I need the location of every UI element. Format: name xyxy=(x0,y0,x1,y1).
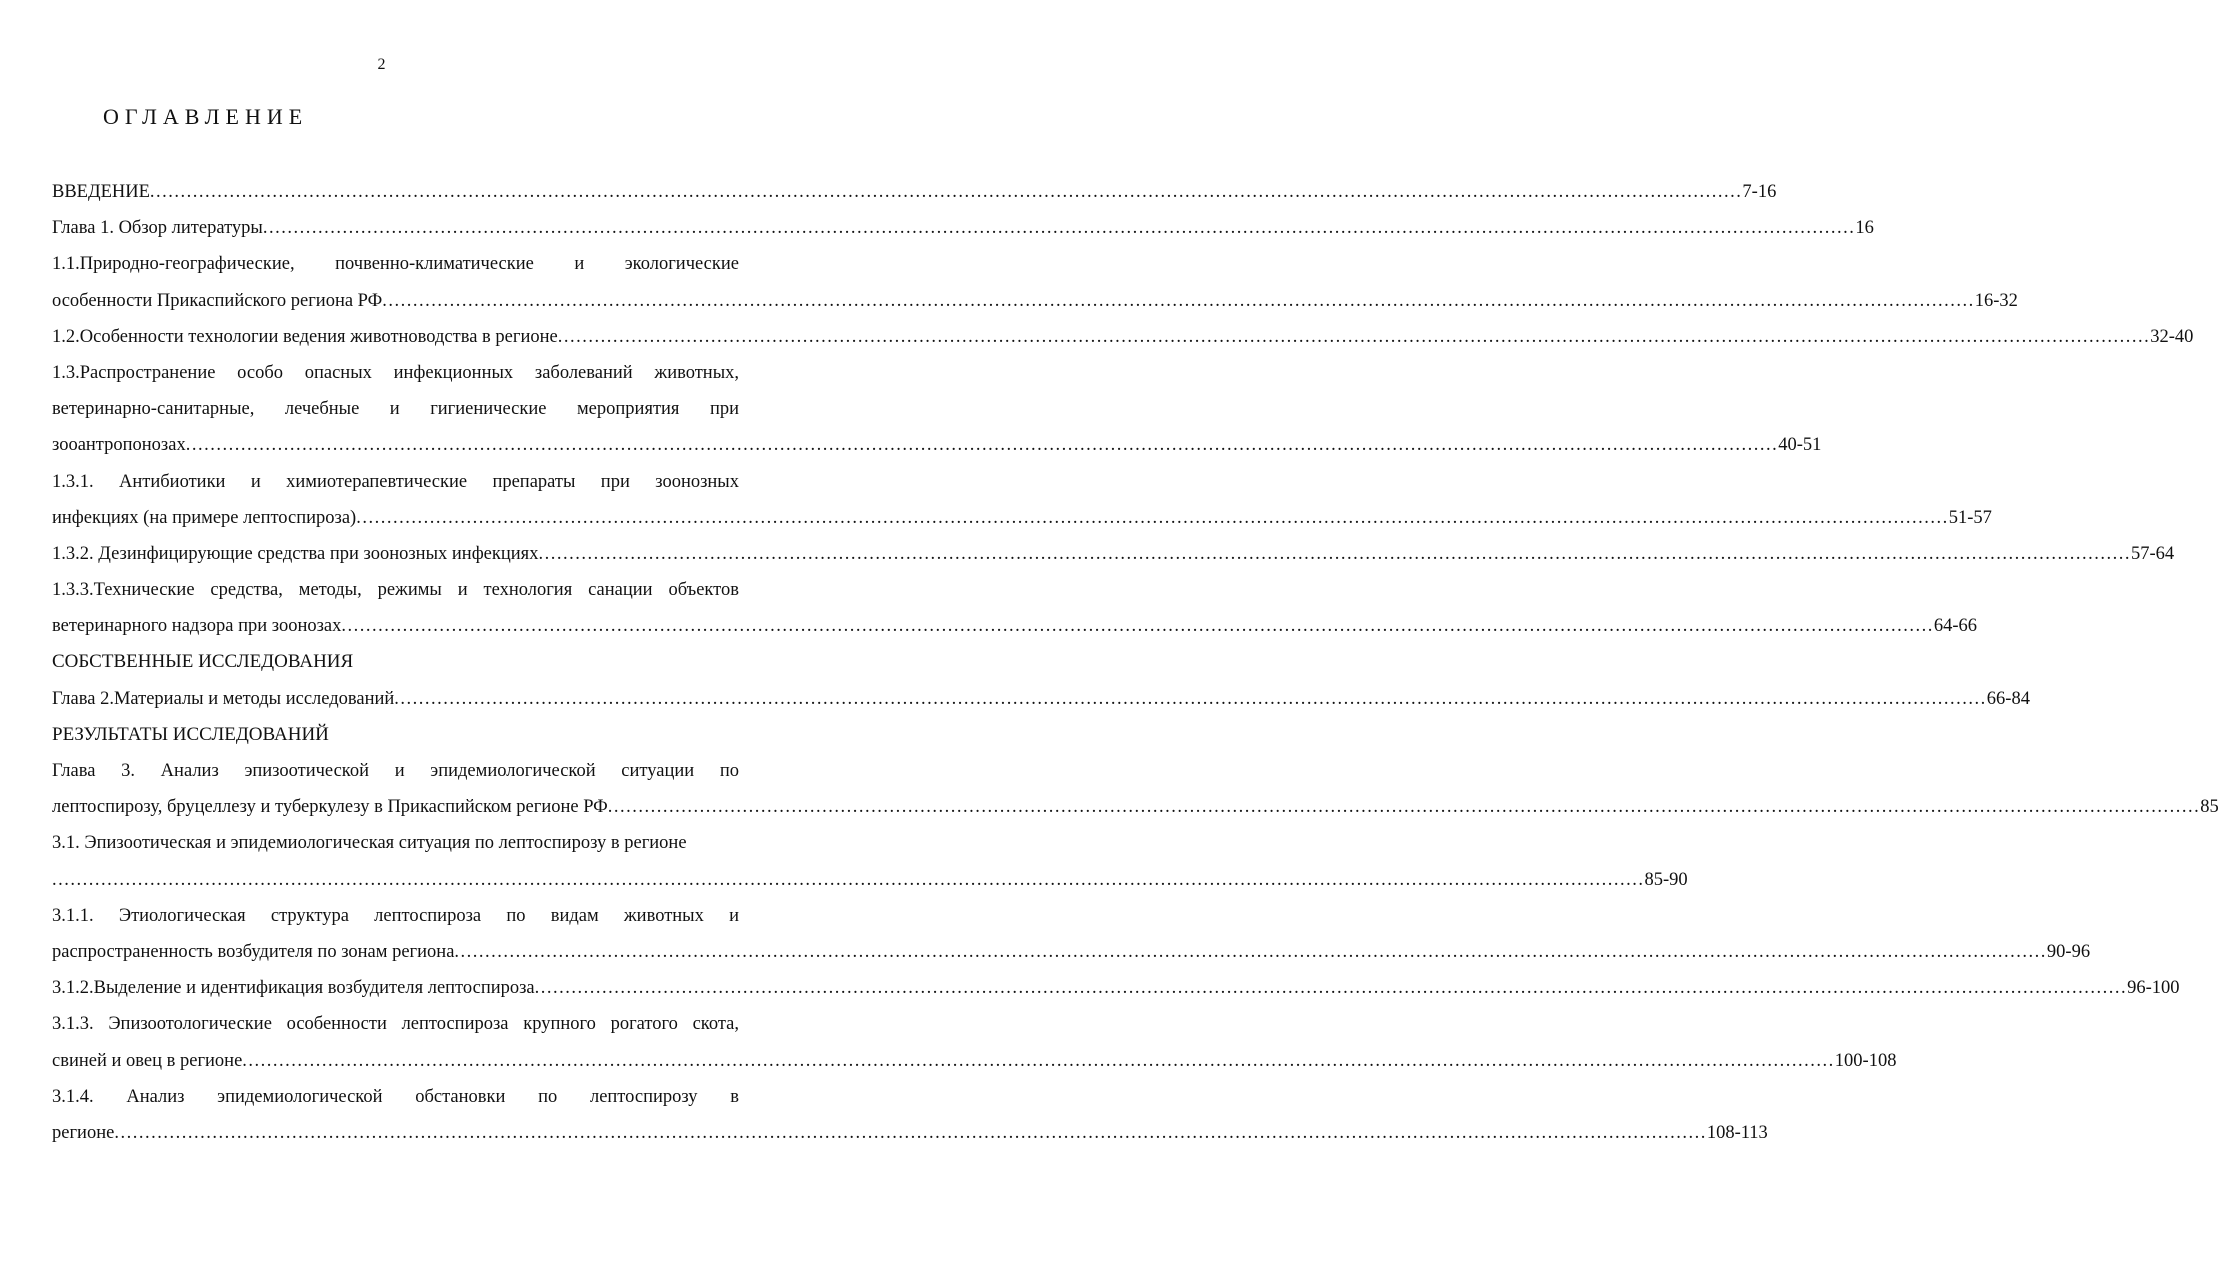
toc-entry xyxy=(52,608,1978,644)
dot-leader: .................................................................................................................................................................................................................................................................... xyxy=(607,797,2201,818)
toc-entry xyxy=(52,210,1874,246)
toc-entry xyxy=(52,283,2018,319)
toc-page-ref: 100-108 xyxy=(1834,1050,1897,1071)
toc-entry xyxy=(52,862,1688,898)
toc-entry xyxy=(52,681,2030,717)
toc-entry xyxy=(52,174,1777,210)
dot-leader: .................................................................................................................................................................................................................................................................... xyxy=(382,290,1975,311)
dot-leader: .................................................................................................................................................................................................................................................................... xyxy=(454,941,2047,962)
toc-entry-text: 3.1.2.Выделение и идентификация возбудителя лептоспироза xyxy=(52,978,535,999)
toc-entry-line: 3.1.1. Этиологическая структура лептоспироза по видам животных и xyxy=(52,905,739,926)
dot-leader: .................................................................................................................................................................................................................................................................... xyxy=(185,435,1779,456)
toc-page-ref: 16 xyxy=(1855,218,1874,239)
dot-leader: .................................................................................................................................................................................................................................................................... xyxy=(557,326,2151,347)
toc-entry xyxy=(52,319,2194,355)
dot-leader: .................................................................................................................................................................................................................................................................... xyxy=(242,1050,1835,1071)
dot-leader: .................................................................................................................................................................................................................................................................... xyxy=(534,978,2128,999)
page-number: 2 xyxy=(377,56,386,73)
toc-page-ref: 96-100 xyxy=(2127,978,2180,999)
toc-entry-text: свиней и овец в регионе xyxy=(52,1050,243,1071)
toc-page-ref: 85-90 xyxy=(1644,869,1688,890)
toc-entry-text: Глава 2.Материалы и методы исследований xyxy=(52,688,395,709)
toc-page-ref: 85 xyxy=(2200,797,2219,818)
dot-leader: .................................................................................................................................................................................................................................................................... xyxy=(114,1122,1707,1143)
toc-entry-text: ВВЕДЕНИЕ xyxy=(52,182,150,202)
toc-entry xyxy=(52,789,2219,825)
toc-page-ref: 108-113 xyxy=(1706,1122,1768,1143)
toc-entry xyxy=(52,1043,1897,1079)
toc-entry xyxy=(52,500,1992,536)
toc-entry-line: Глава 3. Анализ эпизоотической и эпидемиологической ситуации по xyxy=(52,761,739,781)
toc-entry-line: ветеринарно-санитарные, лечебные и гигиенические мероприятия при xyxy=(52,399,739,420)
toc-entry-line: 1.1.Природно-географические, почвенно-климатические и экологические xyxy=(52,254,739,275)
toc-entry-text: Глава 1. Обзор литературы xyxy=(52,218,263,239)
toc-page-ref: 64-66 xyxy=(1933,616,1978,637)
toc-entry-text: зооантропонозах xyxy=(52,435,186,456)
dot-leader: .................................................................................................................................................................................................................................................................... xyxy=(52,869,1645,890)
toc-entry xyxy=(52,934,2091,970)
toc-entry-line: 3.1.4. Анализ эпидемиологической обстановки по лептоспирозу в xyxy=(52,1086,739,1107)
dot-leader: .................................................................................................................................................................................................................................................................... xyxy=(538,543,2131,564)
dot-leader: .................................................................................................................................................................................................................................................................... xyxy=(394,688,1987,709)
toc-entry-text: особенности Прикаспийского региона РФ xyxy=(52,290,383,311)
table-of-contents xyxy=(52,174,2219,1151)
toc-entry-text: 1.3.2. Дезинфицирующие средства при зоонозных инфекциях xyxy=(52,543,539,564)
toc-entry xyxy=(52,536,2175,572)
toc-entry-line: 3.1.3. Эпизоотологические особенности лептоспироза крупного рогатого скота, xyxy=(52,1014,739,1035)
toc-page-ref: 16-32 xyxy=(1974,290,2018,311)
section-heading: СОБСТВЕННЫЕ ИССЛЕДОВАНИЯ xyxy=(52,651,354,673)
dot-leader: .................................................................................................................................................................................................................................................................... xyxy=(149,182,1743,202)
toc-entry-text: ветеринарного надзора при зоонозах xyxy=(52,616,342,637)
toc-entry-text: 1.2.Особенности технологии ведения животноводства в регионе xyxy=(52,326,558,347)
toc-title: ОГЛАВЛЕНИЕ xyxy=(103,104,309,129)
toc-page-ref: 40-51 xyxy=(1778,435,1822,456)
toc-entry xyxy=(52,970,2180,1006)
dot-leader: .................................................................................................................................................................................................................................................................... xyxy=(341,616,1934,637)
toc-entry-text: инфекциях (на примере лептоспироза) xyxy=(52,507,357,528)
toc-page-ref: 51-57 xyxy=(1948,507,1992,528)
toc-entry-line: 3.1. Эпизоотическая и эпидемиологическая ситуация по лептоспирозу в регионе xyxy=(52,833,687,854)
toc-entry-text: регионе xyxy=(52,1122,115,1143)
toc-page-ref: 66-84 xyxy=(1986,688,2030,709)
toc-page-ref: 57-64 xyxy=(2130,543,2175,564)
toc-entry xyxy=(52,1115,1768,1151)
section-heading: РЕЗУЛЬТАТЫ ИССЛЕДОВАНИЙ xyxy=(52,723,329,745)
dot-leader: .................................................................................................................................................................................................................................................................... xyxy=(356,507,1949,528)
toc-entry xyxy=(52,427,1822,463)
toc-entry-text: лептоспирозу, бруцеллезу и туберкулезу в Прикаспийском регионе РФ xyxy=(52,797,608,818)
toc-page-ref: 7-16 xyxy=(1742,182,1777,202)
toc-page-ref: 90-96 xyxy=(2046,941,2091,962)
toc-entry-line: 1.3.1. Антибиотики и химиотерапевтические препараты при зоонозных xyxy=(52,471,739,492)
toc-entry-text: распространенность возбудителя по зонам региона xyxy=(52,941,455,962)
toc-entry-line: 1.3.Распространение особо опасных инфекционных заболеваний животных, xyxy=(52,362,739,383)
toc-page-ref: 32-40 xyxy=(2150,326,2194,347)
toc-entry-line: 1.3.3.Технические средства, методы, режимы и технология санации объектов xyxy=(52,580,739,601)
dot-leader: .................................................................................................................................................................................................................................................................... xyxy=(262,218,1856,239)
